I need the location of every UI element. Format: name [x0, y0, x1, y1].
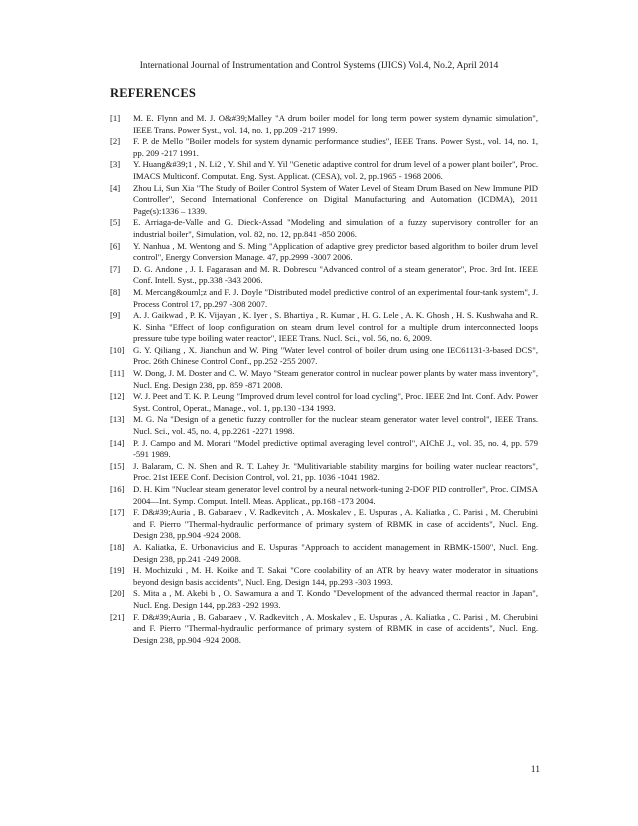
reference-text: Zhou Li, Sun Xia "The Study of Boiler Control System of Water Level of Steam Drum Based on New Immune PID Controller", Second International Conference on Digital Manufacturing and Automation (ICDMA), 2011 Page(s):1336 – 1339.: [133, 182, 538, 216]
reference-number: [21]: [110, 611, 125, 622]
reference-text: W. J. Peet and T. K. P. Leung "Improved drum level control for load cycling", Proc. IEEE 2nd Int. Conf. Adv. Power Syst. Control, Operat., Manage., vol. 1, pp.130 -134 1993.: [133, 391, 538, 413]
reference-item: [110, 484, 538, 507]
reference-text: Y. Huang&#39;1 , N. Li2 , Y. Shil and Y. Yil "Genetic adaptive control for drum level of a power plant boiler", Proc. IMACS Multiconf. Computat. Eng. Syst. Applicat. (CESA), vol. 2, pp.1965 - 1968 2006.: [133, 159, 538, 181]
reference-text: S. Mita a , M. Akebi b , O. Sawamura a and T. Kondo "Development of the advanced thermal reactor in Japan", Nucl. Eng. Design 144, pp.283 -292 1993.: [133, 588, 538, 610]
reference-item: [110, 217, 538, 240]
reference-number: [7]: [110, 263, 121, 274]
reference-item: [110, 588, 538, 611]
reference-number: [3]: [110, 159, 121, 170]
reference-item: [110, 310, 538, 345]
reference-item: [110, 542, 538, 565]
reference-number: [19]: [110, 565, 125, 576]
reference-number: [4]: [110, 182, 121, 193]
reference-item: [110, 345, 538, 368]
reference-item: [110, 391, 538, 414]
reference-text: M. E. Flynn and M. J. O&#39;Malley "A drum boiler model for long term power system dynamic simulation", IEEE Trans. Power Syst., vol. 14, no. 1, pp.209 -217 1999.: [133, 113, 538, 135]
reference-number: [2]: [110, 136, 121, 147]
reference-item: [110, 612, 538, 647]
reference-item: [110, 136, 538, 159]
reference-text: P. J. Campo and M. Morari "Model predictive optimal averaging level control", AIChE J., vol. 35, no. 4, pp. 579 -591 1989.: [133, 437, 538, 460]
reference-item: [110, 565, 538, 588]
reference-text: A. J. Gaikwad , P. K. Vijayan , K. Iyer , S. Bhartiya , R. Kumar , H. G. Lele , A. K. Ghosh , H. S. Kushwaha and R. K. Sinha "Effect of loop configuration on steam drum level control for a multiple drum interconnected loops pressure tube type boiling water reactor", IEEE Trans. Nucl. Sci., vol. 56, no. 6, 2009.: [133, 310, 538, 344]
section-title: REFERENCES: [110, 86, 197, 100]
reference-item: [110, 287, 538, 310]
reference-text: D. H. Kim "Nuclear steam generator level control by a neural network-tuning 2-DOF PID controller", Proc. CIMSA 2004—Int. Symp. Comput. Intell. Meas. Applicat., pp.168 -173 2004.: [133, 484, 538, 506]
reference-number: [5]: [110, 217, 121, 228]
reference-text: M. Mercang&ouml;z and F. J. Doyle "Distributed model predictive control of an experimental four-tank system", J. Process Control 17, pp.297 -308 2007.: [133, 286, 538, 309]
reference-number: [13]: [110, 414, 125, 425]
reference-text: E. Arriaga-de-Valle and G. Dieck-Assad "Modeling and simulation of a fuzzy supervisory controller for an industrial boiler", Simulation, vol. 82, no. 12, pp.841 -850 2006.: [133, 217, 538, 239]
reference-text: M. G. Na "Design of a genetic fuzzy controller for the nuclear steam generator water level control", IEEE Trans. Nucl. Sci., vol. 45, no. 4, pp.2261 -2271 1998.: [133, 414, 538, 437]
reference-number: [1]: [110, 113, 121, 123]
reference-text: F. D&#39;Auria , B. Gabaraev , V. Radkevitch , A. Moskalev , E. Uspuras , A. Kaliatka , C. Parisi , M. Cherubini and F. Pierro "Thermal-hydraulic performance of primary system of RBMK in case of accidents", Nucl. Eng. Design 238, pp.904 -924 2008.: [133, 611, 538, 645]
reference-text: D. G. Andone , J. I. Fagarasan and M. R. Dobrescu "Advanced control of a steam generator", Proc. 3rd Int. IEEE Conf. Intell. Syst., pp.338 -343 2006.: [133, 263, 538, 286]
reference-number: [15]: [110, 460, 125, 471]
reference-item: [110, 461, 538, 484]
reference-item: [110, 368, 538, 391]
journal-header: International Journal of Instrumentation and Control Systems (IJICS) Vol.4, No.2, April 2014: [139, 60, 499, 71]
reference-number: [10]: [110, 344, 125, 355]
reference-item: [110, 159, 538, 182]
reference-item: [110, 241, 538, 264]
reference-number: [8]: [110, 286, 121, 297]
reference-number: [20]: [110, 588, 125, 599]
reference-item: [110, 507, 538, 542]
reference-item: [110, 414, 538, 437]
reference-text: F. P. de Mello "Boiler models for system dynamic performance studies", IEEE Trans. Power Syst., vol. 14, no. 1, pp. 209 -217 1991.: [133, 136, 538, 158]
reference-text: F. D&#39;Auria , B. Gabaraev , V. Radkevitch , A. Moskalev , E. Uspuras , A. Kaliatka , C. Parisi , M. Cherubini and F. Pierro "Thermal-hydraulic performance of primary system of RBMK in case of accidents", Nucl. Eng. Design 238, pp.904 -924 2008.: [133, 507, 538, 541]
page-number: 11: [530, 764, 540, 775]
reference-number: [14]: [110, 437, 125, 448]
reference-number: [11]: [110, 368, 125, 379]
reference-number: [12]: [110, 391, 125, 402]
reference-number: [17]: [110, 507, 125, 518]
reference-text: H. Mochizuki , M. H. Koike and T. Sakai "Core coolability of an ATR by heavy water moderator in situations beyond design basis accidents", Nucl. Eng. Design 144, pp.293 -303 1993.: [133, 565, 538, 587]
reference-number: [16]: [110, 484, 125, 494]
reference-text: W. Dong, J. M. Doster and C. W. Mayo "Steam generator control in nuclear power plants by water mass inventory", Nucl. Eng. Design 238, pp. 859 -871 2008.: [133, 368, 538, 390]
reference-item: [110, 113, 538, 136]
reference-text: G. Y. Qiliang , X. Jianchun and W. Ping "Water level control of boiler drum using one IEC61131-3-based DCS", Proc. 26th Chinese Control Conf., pp.252 -255 2007.: [133, 344, 538, 367]
reference-text: J. Balaram, C. N. Shen and R. T. Lahey Jr. "Mulitivariable stability margins for boiling water nuclear reactors", Proc. 21st IEEE Conf. Decision Control, vol. 21, pp. 1036 -1041 1982.: [133, 460, 538, 483]
reference-text: Y. Nanhua , M. Wentong and S. Ming "Application of adaptive grey predictor based algorithm to boiler drum level control", Energy Conversion Manage. 47, pp.2999 -3007 2006.: [133, 240, 538, 263]
reference-number: [18]: [110, 541, 125, 552]
reference-item: [110, 438, 538, 461]
reference-number: [9]: [110, 310, 121, 321]
reference-list: [110, 113, 538, 646]
reference-item: [110, 183, 538, 218]
reference-number: [6]: [110, 240, 121, 251]
reference-text: A. Kaliatka, E. Urbonavicius and E. Uspuras "Approach to accident management in RBMK-1500", Nucl. Eng. Design 238, pp.241 -249 2008.: [133, 541, 538, 564]
reference-item: [110, 264, 538, 287]
